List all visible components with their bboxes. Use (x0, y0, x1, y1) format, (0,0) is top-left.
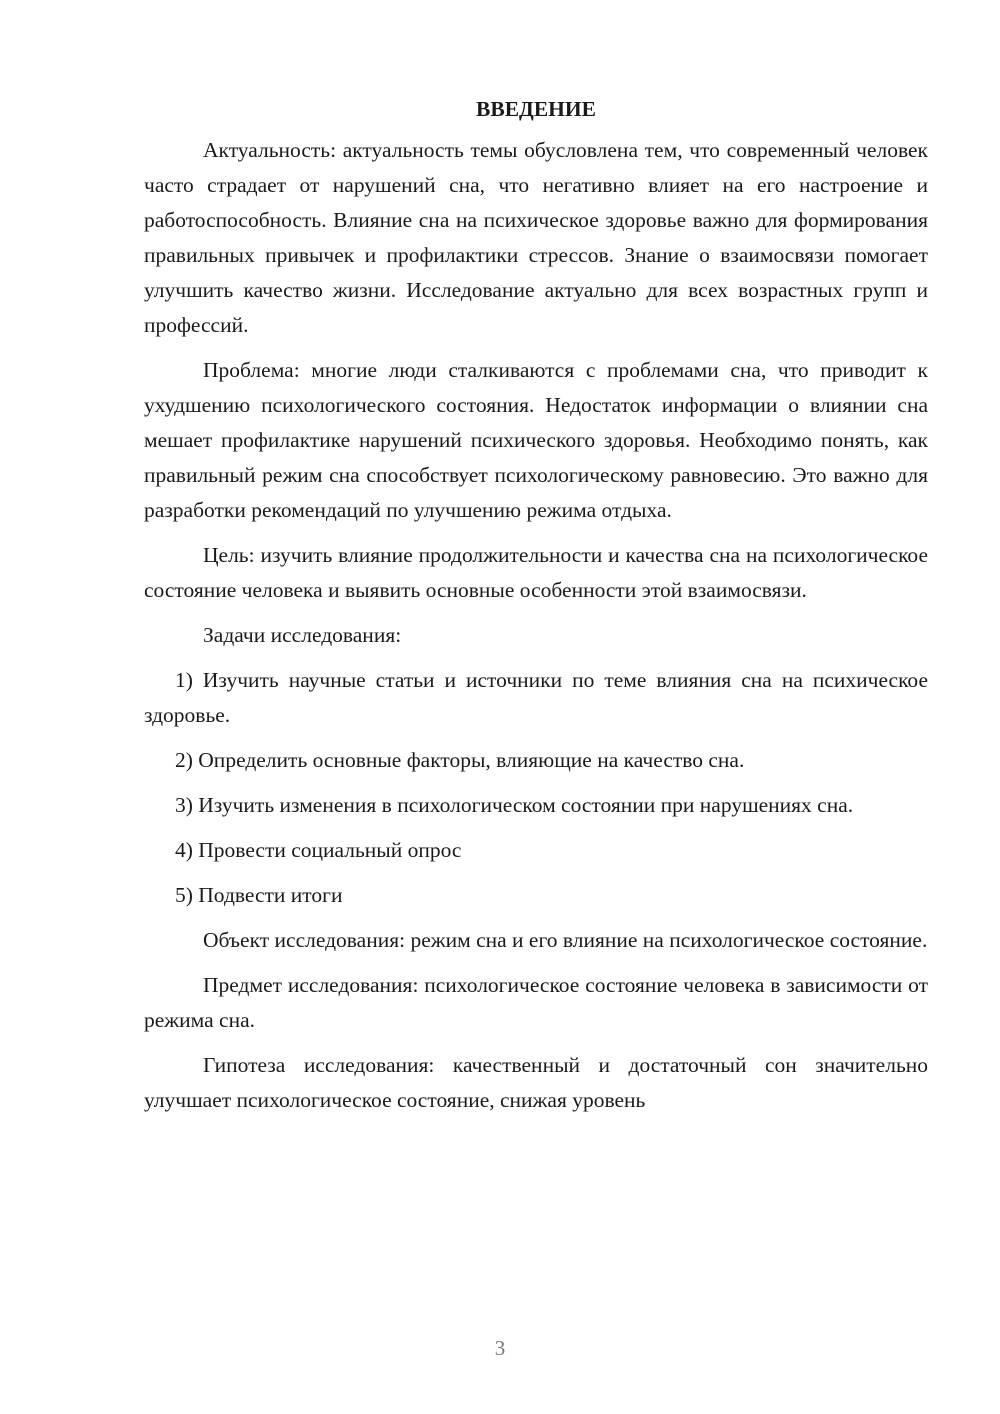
paragraph-problem: Проблема: многие люди сталкиваются с проблемами сна, что приводит к ухудшению психологического состояния. Недостаток информации о влиянии сна мешает профилактике нарушений психического здоровья. Необходимо понять, как правильный режим сна способствует психологическому равновесию. Это важно для разработки рекомендаций по улучшению режима отдыха. (144, 358, 928, 522)
task-item-5: 5) Подвести итоги (175, 883, 343, 907)
page-number: 3 (494, 1336, 506, 1360)
paragraph-goal: Цель: изучить влияние продолжительности и качества сна на психологическое состояние человека и выявить основные особенности этой взаимосвязи. (144, 543, 928, 602)
page-title: ВВЕДЕНИЕ (476, 97, 596, 121)
paragraph-object: Объект исследования: режим сна и его влияние на психологическое состояние. (203, 928, 928, 952)
paragraph-subject: Предмет исследования: психологическое состояние человека в зависимости от режима сна. (144, 973, 928, 1032)
document-page (144, 92, 928, 1128)
paragraph-relevance: Актуальность: актуальность темы обусловлена тем, что современный человек часто страдает от нарушений сна, что негативно влияет на его настроение и работоспособность. Влияние сна на психическое здоровье важно для формирования правильных привычек и профилактики стрессов. Знание о взаимосвязи помогает улучшить качество жизни. Исследование актуально для всех возрастных групп и профессий. (144, 138, 928, 337)
paragraph-hypothesis: Гипотеза исследования: качественный и достаточный сон значительно улучшает психологическое состояние, снижая уровень (144, 1053, 928, 1112)
task-item-1: 1) Изучить научные статьи и источники по теме влияния сна на психическое здоровье. (144, 668, 928, 727)
task-item-4: 4) Провести социальный опрос (175, 838, 462, 862)
paragraph-tasks-heading: Задачи исследования: (203, 623, 402, 647)
task-item-3: 3) Изучить изменения в психологическом состоянии при нарушениях сна. (175, 793, 854, 817)
task-item-2: 2) Определить основные факторы, влияющие на качество сна. (175, 748, 745, 772)
